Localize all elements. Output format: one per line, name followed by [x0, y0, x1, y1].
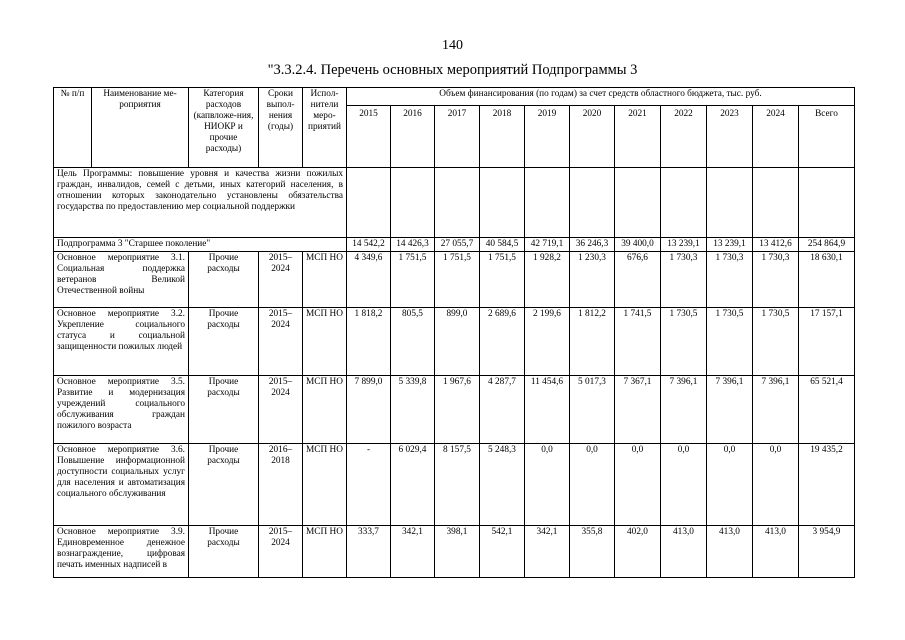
table-row	[54, 376, 855, 444]
measure-value: 7 396,1	[707, 376, 753, 444]
measure-value: 1 751,5	[435, 252, 480, 308]
measure-category: Прочие расходы	[189, 308, 259, 376]
page-title: "3.3.2.4. Перечень основных мероприятий Подпрограммы 3	[267, 62, 638, 78]
measure-value: 355,8	[570, 526, 615, 578]
measure-value: 65 521,4	[799, 376, 855, 444]
measure-category: Прочие расходы	[189, 376, 259, 444]
measure-value: 805,5	[391, 308, 435, 376]
measure-terms: 2015–2024	[259, 376, 303, 444]
header-category: Категория расходов (капвложе-ния, НИОКР и прочие расходы)	[189, 88, 259, 168]
measure-value: 1 751,5	[391, 252, 435, 308]
table-row	[54, 308, 855, 376]
table-row	[54, 526, 855, 578]
program-goal: Цель Программы: повышение уровня и качества жизни пожилых граждан, инвалидов, семей с детьми, иных категорий населения, в отношении которых законодательно установлены обязательства государства по предоставлению мер социальной поддержки	[54, 168, 347, 238]
year-header: 2022	[661, 106, 707, 168]
measure-executor: МСП НО	[303, 252, 347, 308]
year-header: 2024	[753, 106, 799, 168]
measure-value: 1 818,2	[347, 308, 391, 376]
measure-value: 413,0	[753, 526, 799, 578]
measure-value: 0,0	[525, 444, 570, 526]
measure-category: Прочие расходы	[189, 252, 259, 308]
measure-terms: 2015–2024	[259, 252, 303, 308]
measure-value: 8 157,5	[435, 444, 480, 526]
subprogram-value: 13 239,1	[707, 238, 753, 252]
subprogram-value: 42 719,1	[525, 238, 570, 252]
measure-value: 1 230,3	[570, 252, 615, 308]
header-name: Наименование ме-роприятия	[92, 88, 189, 168]
measure-name: Основное мероприятие 3.1. Социальная поддержка ветеранов Великой Отечественной войны	[54, 252, 189, 308]
subprogram-value: 14 542,2	[347, 238, 391, 252]
measure-value: 0,0	[707, 444, 753, 526]
year-header: 2020	[570, 106, 615, 168]
measure-value: 2 199,6	[525, 308, 570, 376]
header-terms: Сроки выпол-нения (годы)	[259, 88, 303, 168]
measure-value: 19 435,2	[799, 444, 855, 526]
subprogram-value: 36 246,3	[570, 238, 615, 252]
measure-value: 7 396,1	[661, 376, 707, 444]
measure-value: 542,1	[480, 526, 525, 578]
measure-executor: МСП НО	[303, 444, 347, 526]
measure-value: 333,7	[347, 526, 391, 578]
measure-value: 1 730,3	[707, 252, 753, 308]
measure-name: Основное мероприятие 3.5. Развитие и модернизация учреждений социального обслуживания граждан пожилого возраста	[54, 376, 189, 444]
subprogram-row	[54, 238, 855, 252]
measure-category: Прочие расходы	[189, 444, 259, 526]
table-row	[54, 252, 855, 308]
measure-executor: МСП НО	[303, 526, 347, 578]
measure-value: 5 017,3	[570, 376, 615, 444]
subprogram-value: 254 864,9	[799, 238, 855, 252]
subprogram-value: 13 412,6	[753, 238, 799, 252]
measure-value: 676,6	[615, 252, 661, 308]
measure-value: 7 396,1	[753, 376, 799, 444]
measure-value: 1 751,5	[480, 252, 525, 308]
year-header: 2015	[347, 106, 391, 168]
subprogram-value: 40 584,5	[480, 238, 525, 252]
table-row	[54, 444, 855, 526]
measure-executor: МСП НО	[303, 376, 347, 444]
measure-value: 1 967,6	[435, 376, 480, 444]
year-header: Всего	[799, 106, 855, 168]
header-executors: Испол-нители меро-приятий	[303, 88, 347, 168]
measure-name: Основное мероприятие 3.9. Единовременное денежное вознаграждение, цифровая печать именных надписей в	[54, 526, 189, 578]
measure-value: 7 367,1	[615, 376, 661, 444]
measure-value: -	[347, 444, 391, 526]
measure-value: 5 248,3	[480, 444, 525, 526]
year-header: 2018	[480, 106, 525, 168]
header-num: № п/п	[54, 88, 92, 168]
measure-value: 1 730,3	[661, 252, 707, 308]
measure-value: 0,0	[570, 444, 615, 526]
measure-terms: 2015–2024	[259, 526, 303, 578]
year-header: 2016	[391, 106, 435, 168]
measure-value: 3 954,9	[799, 526, 855, 578]
measure-value: 17 157,1	[799, 308, 855, 376]
measure-value: 1 741,5	[615, 308, 661, 376]
measure-value: 11 454,6	[525, 376, 570, 444]
header-funding: Объем финансирования (по годам) за счет средств областного бюджета, тыс. руб.	[347, 88, 855, 106]
measure-value: 1 730,5	[661, 308, 707, 376]
measure-value: 2 689,6	[480, 308, 525, 376]
year-header: 2019	[525, 106, 570, 168]
measures-table	[53, 87, 855, 578]
measure-value: 1 812,2	[570, 308, 615, 376]
subprogram-value: 27 055,7	[435, 238, 480, 252]
measure-name: Основное мероприятие 3.6. Повышение информационной доступности социальных услуг для населения и автоматизация социального обслуживания	[54, 444, 189, 526]
subprogram-label: Подпрограмма 3 "Старшее поколение"	[54, 238, 347, 252]
year-header: 2017	[435, 106, 480, 168]
year-header: 2021	[615, 106, 661, 168]
measure-value: 1 730,3	[753, 252, 799, 308]
measure-executor: МСП НО	[303, 308, 347, 376]
page-number: 140	[442, 38, 463, 53]
measure-name: Основное мероприятие 3.2. Укрепление социального статуса и социальной защищенности пожилых людей	[54, 308, 189, 376]
measure-value: 4 287,7	[480, 376, 525, 444]
subprogram-value: 13 239,1	[661, 238, 707, 252]
measure-category: Прочие расходы	[189, 526, 259, 578]
measure-value: 7 899,0	[347, 376, 391, 444]
measure-value: 1 928,2	[525, 252, 570, 308]
measure-value: 413,0	[707, 526, 753, 578]
measure-value: 0,0	[661, 444, 707, 526]
measure-value: 6 029,4	[391, 444, 435, 526]
measure-value: 398,1	[435, 526, 480, 578]
measure-terms: 2016–2018	[259, 444, 303, 526]
measure-value: 4 349,6	[347, 252, 391, 308]
measure-value: 0,0	[753, 444, 799, 526]
measure-value: 0,0	[615, 444, 661, 526]
measure-value: 1 730,5	[707, 308, 753, 376]
measure-value: 413,0	[661, 526, 707, 578]
year-header: 2023	[707, 106, 753, 168]
measure-value: 899,0	[435, 308, 480, 376]
measure-value: 1 730,5	[753, 308, 799, 376]
measure-value: 342,1	[525, 526, 570, 578]
measure-terms: 2015–2024	[259, 308, 303, 376]
measure-value: 18 630,1	[799, 252, 855, 308]
subprogram-value: 39 400,0	[615, 238, 661, 252]
measure-value: 402,0	[615, 526, 661, 578]
measure-value: 342,1	[391, 526, 435, 578]
subprogram-value: 14 426,3	[391, 238, 435, 252]
measure-value: 5 339,8	[391, 376, 435, 444]
